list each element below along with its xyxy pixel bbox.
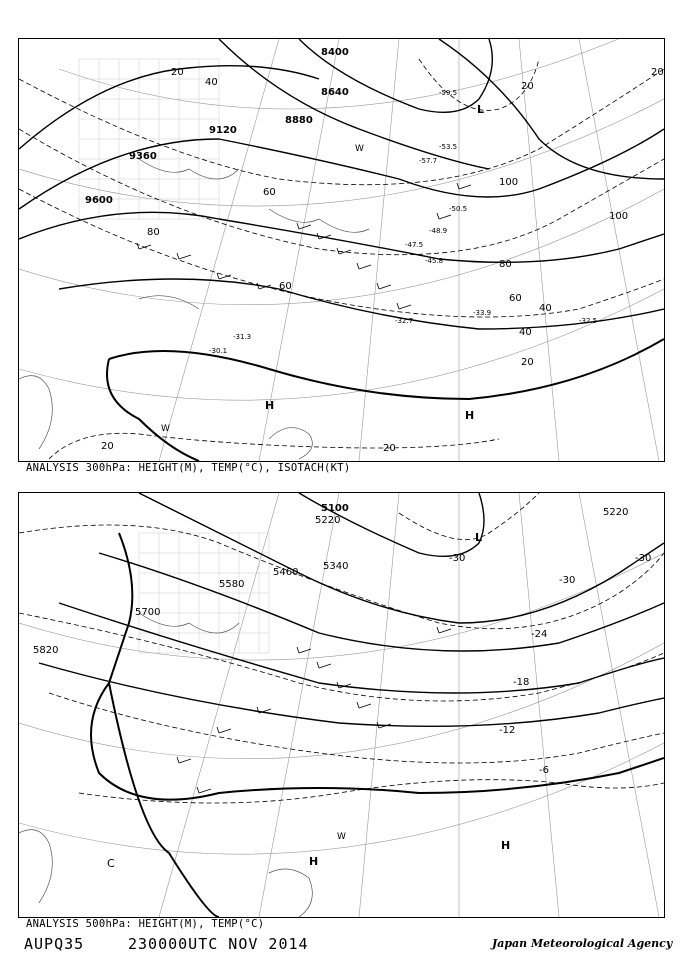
temp-label: -18 bbox=[513, 677, 530, 688]
temp-label: -31.3 bbox=[233, 333, 252, 341]
isotach-label: 20 bbox=[651, 67, 664, 78]
temp-label: -33.9 bbox=[473, 309, 492, 317]
isotach-label: 20 bbox=[171, 67, 184, 78]
isotach-label: 40 bbox=[539, 303, 552, 314]
height-label: 5460 bbox=[273, 567, 299, 578]
temp-label: -32.7 bbox=[395, 317, 414, 325]
temp-label: -30 bbox=[635, 553, 652, 564]
height-label: 5220 bbox=[315, 515, 341, 526]
valid-time: 230000UTC NOV 2014 bbox=[128, 935, 309, 953]
temp-label: -32.5 bbox=[579, 317, 598, 325]
height-contours bbox=[19, 39, 664, 329]
cold-center-label: C bbox=[107, 857, 115, 870]
isotherm-lines bbox=[19, 493, 664, 803]
wind-barbs bbox=[177, 627, 451, 793]
isotach-label: 60 bbox=[279, 281, 292, 292]
isotach-label: 80 bbox=[147, 227, 160, 238]
isotach-label: 100 bbox=[609, 211, 629, 222]
temp-label-group bbox=[209, 89, 597, 355]
map-500hpa-svg bbox=[19, 493, 664, 917]
warm-center-label: W bbox=[337, 832, 346, 842]
height-contours bbox=[39, 493, 664, 726]
height-label: 5340 bbox=[323, 561, 349, 572]
isotach-label: 40 bbox=[205, 77, 218, 88]
height-label: 9600 bbox=[85, 195, 113, 206]
isotach-label: 20 bbox=[521, 81, 534, 92]
high-center-label: H bbox=[265, 399, 275, 412]
height-label: 5100 bbox=[321, 503, 349, 514]
temp-label: -30.1 bbox=[209, 347, 228, 355]
isotach-label: 60 bbox=[263, 187, 276, 198]
warm-center-label: W bbox=[355, 144, 364, 154]
height-label: 9360 bbox=[129, 151, 157, 162]
height-label-group bbox=[85, 47, 349, 206]
agency-name: Japan Meteorological Agency bbox=[492, 937, 673, 950]
isotach-label: 80 bbox=[499, 259, 512, 270]
temp-label: -48.9 bbox=[429, 227, 448, 235]
high-center-label: H bbox=[309, 855, 319, 868]
graticule bbox=[19, 39, 664, 461]
warm-center-label: W bbox=[161, 424, 170, 434]
pressure-center-group bbox=[161, 103, 484, 434]
isotach-label: 100 bbox=[499, 177, 519, 188]
temp-label: -24 bbox=[531, 629, 548, 640]
temp-label: -6 bbox=[539, 765, 549, 776]
temp-label-group bbox=[449, 553, 651, 776]
temp-label: -47.5 bbox=[405, 241, 424, 249]
height-label: 8640 bbox=[321, 87, 349, 98]
isotach-label: 40 bbox=[519, 327, 532, 338]
isotach-label-group bbox=[101, 67, 664, 454]
low-center-label: L bbox=[475, 531, 483, 544]
graticule bbox=[19, 493, 664, 917]
analysis-500hpa-map bbox=[18, 492, 665, 918]
height-label: 5220 bbox=[603, 507, 629, 518]
chart-id: AUPQ35 bbox=[24, 935, 85, 953]
height-label: 8400 bbox=[321, 47, 349, 58]
high-center-label: H bbox=[465, 409, 475, 422]
low-center-label: L bbox=[477, 103, 485, 116]
height-label: 9120 bbox=[209, 125, 237, 136]
temp-label: -50.5 bbox=[449, 205, 468, 213]
isotach-label: 20 bbox=[383, 443, 396, 454]
temp-label: -45.8 bbox=[425, 257, 444, 265]
isotach-label: 20 bbox=[521, 357, 534, 368]
caption-300hpa: ANALYSIS 300hPa: HEIGHT(M), TEMP(°C), ISOTACH(KT) bbox=[26, 462, 351, 474]
caption-500hpa: ANALYSIS 500hPa: HEIGHT(M), TEMP(°C) bbox=[26, 918, 265, 930]
high-center-label: H bbox=[501, 839, 511, 852]
pressure-center-group bbox=[107, 531, 510, 870]
temp-label: -12 bbox=[499, 725, 516, 736]
temp-label: -53.5 bbox=[439, 143, 458, 151]
temp-label: -30 bbox=[449, 553, 466, 564]
isotach-label: 60 bbox=[509, 293, 522, 304]
coastlines bbox=[19, 613, 312, 917]
isotach-label: 20 bbox=[101, 441, 114, 452]
height-label: 5580 bbox=[219, 579, 245, 590]
height-label: 8880 bbox=[285, 115, 313, 126]
temp-label: -59.5 bbox=[439, 89, 458, 97]
height-label: 5820 bbox=[33, 645, 59, 656]
analysis-300hpa-map bbox=[18, 38, 665, 462]
map-300hpa-svg bbox=[19, 39, 664, 461]
temp-label: -57.7 bbox=[419, 157, 438, 165]
temp-label: -30 bbox=[559, 575, 576, 586]
height-label: 5700 bbox=[135, 607, 161, 618]
